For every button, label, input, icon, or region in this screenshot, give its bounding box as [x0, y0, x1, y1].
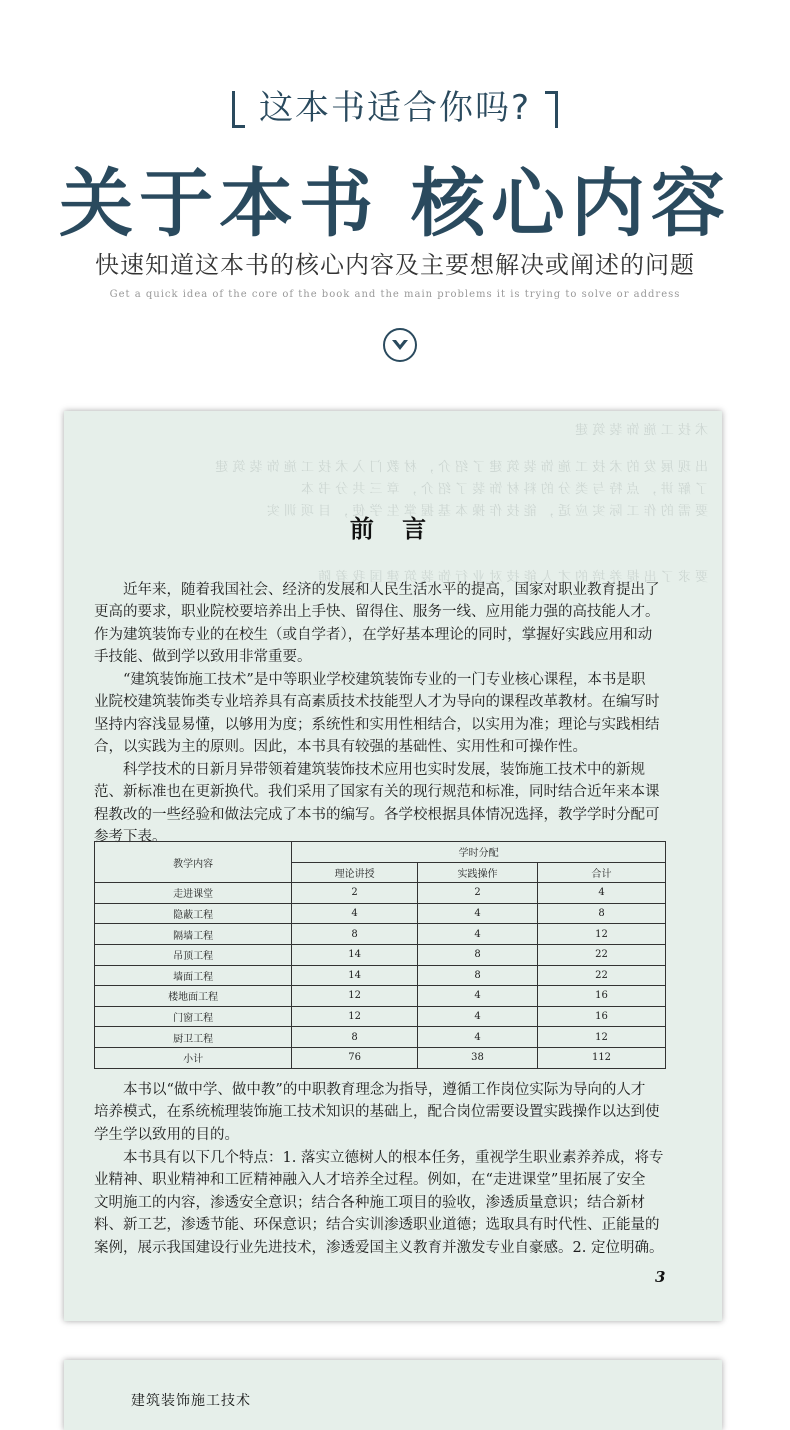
section-question	[0, 80, 790, 129]
bleed-through-text: 术 技 工 施 饰 装 筑 建	[575, 423, 708, 438]
preface-paragraph-4: 本书以“做中学、做中教”的中职教育理念为指导，遵循工作岗位实际为导向的人才 培养模式，在系统梳理装饰施工技术知识的基础上，配合岗位需要设置实践操作以达到使 学生学以致用的目的。	[94, 1082, 660, 1143]
chevron-down-circle-icon[interactable]	[383, 328, 417, 362]
table-header-group: 学时分配	[292, 842, 666, 863]
table-row: 隐蔽工程 4 4 8	[95, 903, 666, 924]
preface-paragraph-2: “建筑装饰施工技术”是中等职业学校建筑装饰专业的一门专业核心课程，本书是职 业院校建筑装饰类专业培养具有高素质技术技能型人才为导向的课程改革教材。在编写时 坚持内容浅显易懂，以够用为度；系统性和实用性相结合，以实用为准；理论与实践相结 合，以实践为主的原则。因此，本书具有较强的基础性、实用性和可操作性。	[94, 672, 660, 756]
preface-paragraph-3: 科学技术的日新月异带领着建筑装饰技术应用也实时发展，装饰施工技术中的新规 范、新标准也在更新换代。我们采用了国家有关的现行规范和标准，同时结合近年来本课 程教改的一些经验和做法完成了本书的编写。各学校根据具体情况选择，教学学时分配可 参考下表。	[94, 762, 660, 846]
book-page-next	[64, 1360, 722, 1430]
book-page-preface	[64, 411, 722, 1321]
table-row: 吊顶工程 14 8 22	[95, 944, 666, 965]
preface-paragraph-5: 本书具有以下几个特点：1. 落实立德树人的根本任务，重视学生职业素养养成，将专 业精神、职业精神和工匠精神融入人才培养全过程。例如，在“走进课堂”里拓展了安全 文明施工的内容，渗透安全意识；结合各种施工项目的验收，渗透质量意识；结合新材 料、新工艺，渗透节能、环保意识；结合实训渗透职业道德；选取具有时代性、正能量的 案例，展示我国建设行业先进技术，渗透爱国主义教育并激发专业自豪感。2. 定位明确。	[94, 1150, 664, 1256]
intro-header	[0, 0, 790, 400]
table-header-content: 教学内容	[95, 842, 292, 883]
bleed-through-text: 要 求 了 出 提 养 培 的 才 人 能 技 对 业 行 饰 装 筑 建 国 我 着 随	[318, 570, 708, 585]
chevron-down-icon	[391, 338, 409, 352]
running-header-title: 建筑装饰施工技术	[131, 1393, 251, 1409]
table-header-theory: 理论讲授	[292, 862, 418, 883]
page-number: 3	[655, 1268, 666, 1286]
teaching-hours-table	[94, 841, 666, 1069]
bleed-through-text: 了 解 讲 ， 点 特 与 类 分 的 料 材 饰 装 了 绍 介 ， 章 三 共 分 书 本	[300, 482, 708, 497]
table-header-total: 合计	[538, 862, 666, 883]
table-header-practice: 实践操作	[418, 862, 538, 883]
bleed-through-text: 要 需 的 作 工 际 实 应 适 ， 能 技 作 操 本 基 握 掌 生 学 使 ， 目 项 训 实	[266, 504, 708, 519]
table-row: 隔墙工程 8 4 12	[95, 924, 666, 945]
table-row: 走进课堂 2 2 4	[95, 883, 666, 904]
table-row: 门窗工程 12 4 16	[95, 1006, 666, 1027]
left-bracket-icon	[232, 91, 245, 128]
subtitle-chinese: 快速知道这本书的核心内容及主要想解决或阐述的问题	[95, 251, 695, 279]
table-row-subtotal: 小计 76 38 112	[95, 1047, 666, 1068]
table-row: 厨卫工程 8 4 12	[95, 1027, 666, 1048]
table-row: 楼地面工程 12 4 16	[95, 986, 666, 1007]
bleed-through-text: 出 现 展 发 的 术 技 工 施 饰 装 筑 建 了 绍 介 ， 材 教 门 入 术 技 工 施 饰 装 筑 建	[215, 460, 708, 475]
preface-title: 前 言	[349, 514, 437, 543]
main-title: 关于本书 核心内容	[59, 161, 731, 247]
subtitle-english: Get a quick idea of the core of the book and the main problems it is trying to solve or address	[109, 289, 681, 300]
table-row: 墙面工程 14 8 22	[95, 965, 666, 986]
preface-paragraph-1: 近年来，随着我国社会、经济的发展和人民生活水平的提高，国家对职业教育提出了 更高的要求，职业院校要培养出上手快、留得住、服务一线、应用能力强的高技能人才。 作为建筑装饰专业的在校生（或自学者），在学好基本理论的同时，掌握好实践应用和动 手技能、做到学以致用非常重要。	[94, 582, 660, 666]
right-bracket-icon	[545, 91, 558, 128]
question-text: 这本书适合你吗?	[258, 88, 532, 128]
table-header-row	[95, 842, 666, 863]
